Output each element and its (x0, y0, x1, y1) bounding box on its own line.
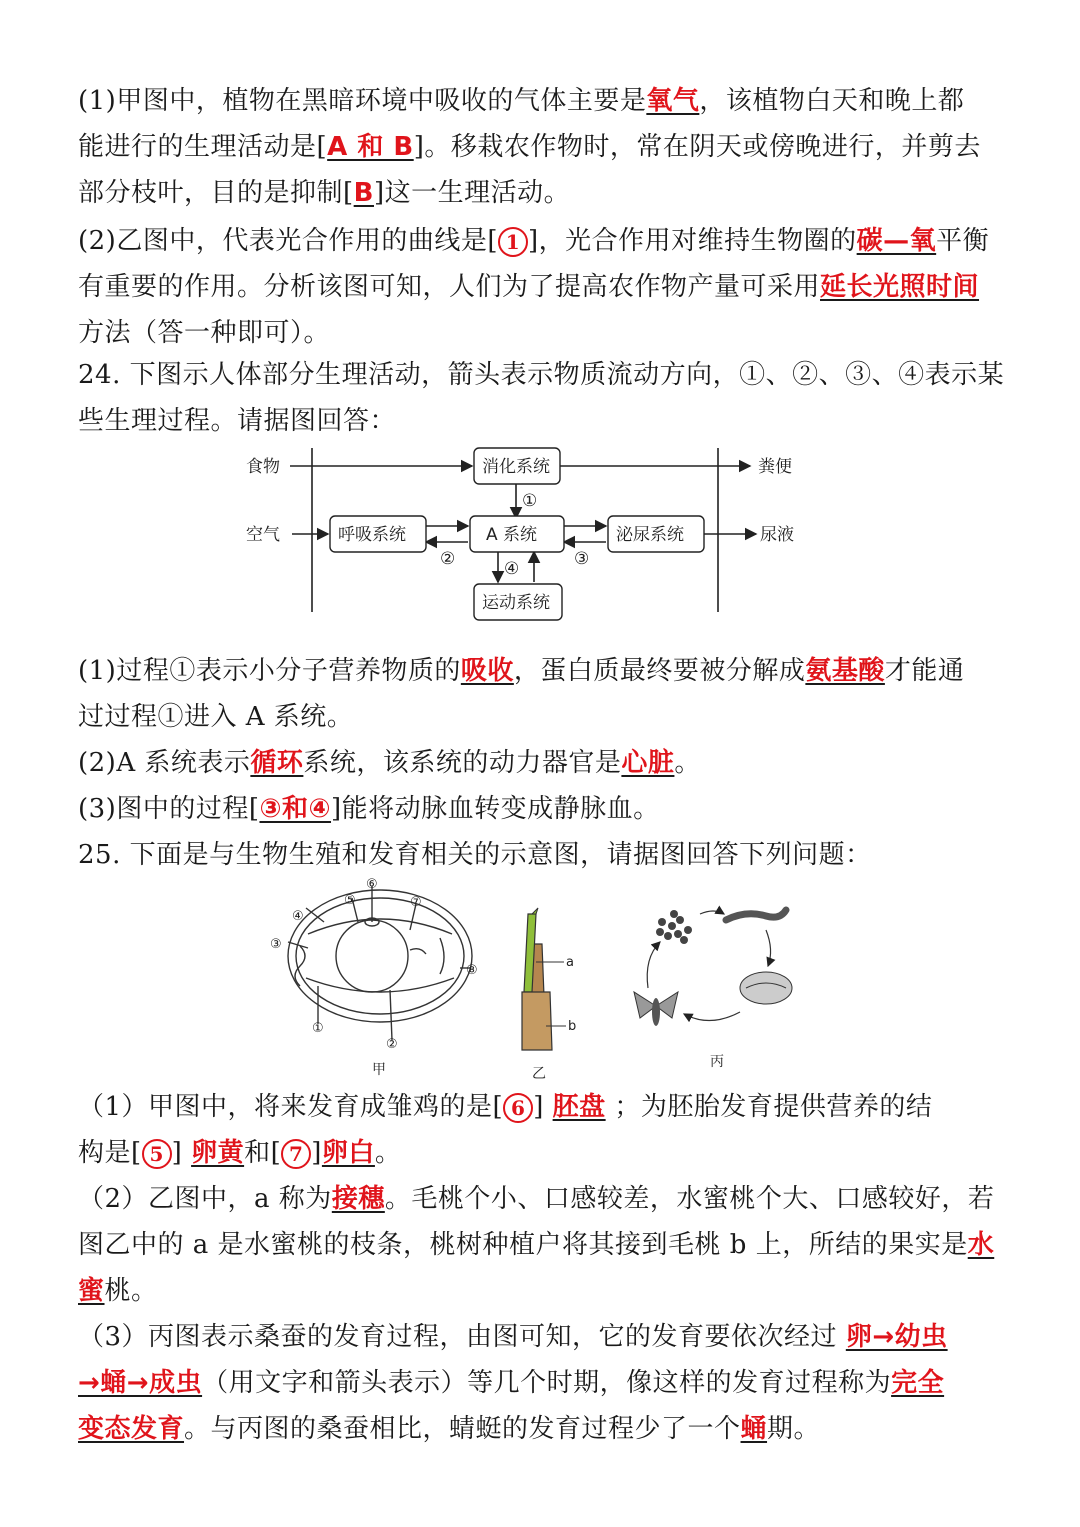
answer-egg-white: 卵白 (321, 1138, 375, 1168)
answer-pupa: 蛹 (740, 1414, 768, 1444)
answer-absorb: 吸收 (460, 656, 514, 686)
answer-egg-larva: 卵→幼虫 (845, 1322, 948, 1352)
q23-p1-line3 (78, 176, 570, 210)
text: 。与丙图的桑蚕相比，蜻蜓的发育过程少了一个 (184, 1414, 741, 1444)
label-n1: ① (522, 491, 538, 511)
q25-a3-line3 (78, 1412, 820, 1446)
svg-text:⑥: ⑥ (366, 877, 378, 892)
reproduction-figures (260, 874, 800, 1084)
svg-text:④: ④ (292, 909, 304, 924)
text: 。 (674, 748, 701, 778)
answer-shui: 水 (967, 1230, 995, 1260)
q25-a1-line1 (78, 1090, 932, 1124)
answer-circle-7: 7 (281, 1139, 311, 1169)
q25-a3-line2 (78, 1366, 944, 1400)
text: 期。 (767, 1414, 821, 1444)
label-b: b (568, 1019, 577, 1034)
text: 系统，该系统的动力器官是 (303, 748, 622, 778)
text: ]这一生理活动。 (373, 178, 571, 208)
text: 25. 下面是与生物生殖和发育相关的示意图，请据图回答下列问题： (78, 840, 872, 870)
answer-a-and-b: A 和 B (327, 132, 414, 162)
text: (2)乙图中，代表光合作用的曲线是[ (78, 226, 498, 256)
q25-a2-line1 (78, 1182, 994, 1216)
svg-text:⑤: ⑤ (344, 893, 356, 908)
text: 些生理过程。请据图回答： (78, 406, 397, 436)
answer-mi: 蜜 (78, 1276, 105, 1306)
label-n4: ④ (504, 559, 520, 579)
answer-metamorphosis: 变态发育 (78, 1414, 185, 1444)
answer-blastodisc: 胚盘 (552, 1092, 606, 1122)
answer-circle-6: 6 (503, 1093, 533, 1123)
q23-p1-line1 (78, 84, 964, 118)
q24-a1-line1 (78, 654, 964, 688)
svg-text:⑧: ⑧ (466, 963, 478, 978)
answer-circle-1: 1 (498, 227, 528, 257)
svg-text:③: ③ (270, 937, 282, 952)
text: (3)图中的过程[ (78, 794, 260, 824)
text: 。毛桃个小、口感较差，水蜜桃个大、口感较好，若 (384, 1184, 995, 1214)
answer-complete: 完全 (891, 1368, 945, 1398)
label-n3: ③ (574, 549, 590, 569)
text: (1)过程①表示小分子营养物质的 (78, 656, 461, 686)
answer-extend-light: 延长光照时间 (820, 272, 980, 302)
answer-b: B (353, 178, 374, 208)
answer-scion: 接穗 (331, 1184, 385, 1214)
text: ]，光合作用对维持生物圈的 (527, 226, 857, 256)
q23-p2-line2 (78, 270, 979, 304)
text: （1）甲图中，将来发育成雏鸡的是[ (78, 1092, 504, 1122)
text: （用文字和箭头表示）等几个时期，像这样的发育过程称为 (202, 1368, 892, 1398)
label-urine: 尿液 (760, 525, 794, 545)
q24-a3-line (78, 792, 660, 826)
q25-a1-line2 (78, 1136, 401, 1170)
answer-heart: 心脏 (621, 748, 675, 778)
text: (2)A 系统表示 (78, 748, 251, 778)
text: 桃。 (104, 1276, 158, 1306)
label-a-system: A 系统 (486, 525, 538, 545)
q25-stem (78, 838, 872, 872)
text: (1)甲图中，植物在黑暗环境中吸收的气体主要是 (78, 86, 647, 116)
svg-text:②: ② (386, 1037, 398, 1052)
text: ；为胚胎发育提供营养的结 (614, 1092, 933, 1122)
label-n2: ② (440, 549, 456, 569)
label-a: a (566, 955, 574, 970)
text: 才能通 (884, 656, 965, 686)
text: 图乙中的 a 是水蜜桃的枝条，桃树种植户将其接到毛桃 b 上，所结的果实是 (78, 1230, 968, 1260)
text: ]。移栽农作物时，常在阴天或傍晚进行，并剪去 (413, 132, 981, 162)
q25-a2-line2 (78, 1228, 994, 1262)
text: ] (311, 1138, 322, 1168)
text: 能进行的生理活动是[ (78, 132, 328, 162)
answer-3-and-4: ③和④ (259, 794, 332, 824)
text: 有重要的作用。分析该图可知，人们为了提高农作物产量可采用 (78, 272, 821, 302)
q24-a1-line2 (78, 700, 353, 734)
text: ]能将动脉血转变成静脉血。 (331, 794, 660, 824)
q24-stem-line1 (78, 358, 1004, 392)
text: 过过程①进入 A 系统。 (78, 702, 354, 732)
text: ] (171, 1138, 183, 1168)
label-urinary: 泌尿系统 (616, 525, 684, 545)
text: 方法（答一种即可）。 (78, 318, 331, 348)
label-feces: 粪便 (758, 457, 792, 477)
egg-diagram (288, 886, 472, 1040)
svg-text:①: ① (312, 1021, 324, 1036)
text: （3）丙图表示桑蚕的发育过程，由图可知，它的发育要依次经过 (78, 1322, 838, 1352)
answer-carbon-oxygen: 碳—氧 (856, 226, 937, 256)
text: （2）乙图中，a 称为 (78, 1184, 332, 1214)
answer-amino-acid: 氨基酸 (805, 656, 885, 686)
q23-p2-line1 (78, 224, 989, 258)
q23-p2-line3 (78, 316, 330, 350)
text: 平衡 (936, 226, 990, 256)
svg-text:⑦: ⑦ (410, 895, 422, 910)
text: ，蛋白质最终要被分解成 (513, 656, 806, 686)
label-bing: 丙 (710, 1054, 724, 1070)
text: ] (533, 1092, 544, 1122)
q24-a2-line (78, 746, 701, 780)
q24-stem-line2 (78, 404, 396, 438)
answer-oxygen: 氧气 (646, 86, 700, 116)
text: ，该植物白天和晚上都 (699, 86, 965, 116)
q25-a2-line3 (78, 1274, 158, 1308)
label-air: 空气 (246, 525, 280, 545)
label-yi: 乙 (532, 1066, 546, 1082)
label-jia: 甲 (372, 1062, 386, 1078)
label-motor: 运动系统 (482, 593, 550, 613)
text: 部分枝叶，目的是抑制[ (78, 178, 354, 208)
label-digestive: 消化系统 (482, 457, 550, 477)
label-food: 食物 (246, 457, 280, 477)
text: 和[ (244, 1138, 282, 1168)
text: 构是[ (78, 1138, 142, 1168)
body-systems-diagram (230, 440, 810, 630)
q25-a3-line1 (78, 1320, 948, 1354)
silkworm-cycle-diagram (634, 910, 792, 1070)
q23-p1-line2 (78, 130, 981, 164)
text: 24. 下图示人体部分生理活动，箭头表示物质流动方向，①、②、③、④表示某 (78, 360, 1005, 390)
answer-circulation: 循环 (250, 748, 304, 778)
label-respiratory: 呼吸系统 (338, 525, 406, 545)
answer-pupa-adult: →蛹→成虫 (78, 1368, 203, 1398)
text: 。 (374, 1138, 402, 1168)
answer-yolk: 卵黄 (191, 1138, 245, 1168)
graft-diagram (522, 908, 576, 1082)
answer-circle-5: 5 (142, 1139, 172, 1169)
